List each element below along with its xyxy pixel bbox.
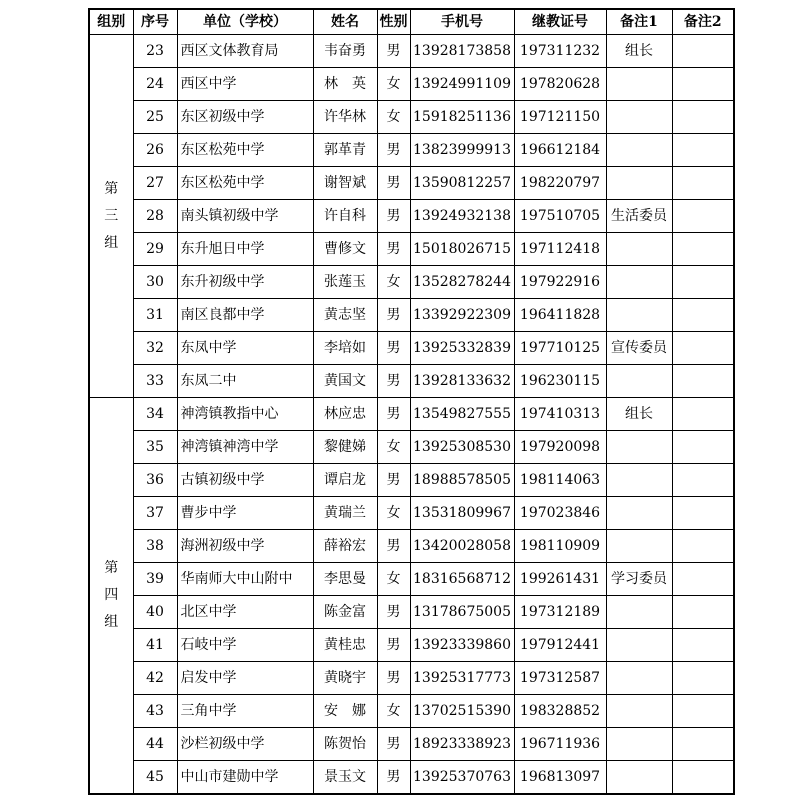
cell-gender: 男: [377, 35, 410, 68]
cell-note1: [606, 68, 672, 101]
col-header-group: 组别: [89, 9, 133, 35]
cell-serial: 28: [133, 200, 177, 233]
cell-gender: 男: [377, 530, 410, 563]
table-row: [89, 299, 734, 332]
cell-gender: 男: [377, 365, 410, 398]
cell-serial: 43: [133, 695, 177, 728]
cell-unit: 海洲初级中学: [177, 530, 313, 563]
cell-gender: 女: [377, 497, 410, 530]
cell-note2: [672, 464, 734, 497]
cell-unit: 东区松苑中学: [177, 134, 313, 167]
cell-note2: [672, 431, 734, 464]
cell-gender: 男: [377, 728, 410, 761]
cell-cert: 198110909: [514, 530, 606, 563]
cell-name: 陈金富: [313, 596, 377, 629]
cell-note1: [606, 629, 672, 662]
cell-cert: 197023846: [514, 497, 606, 530]
cell-cert: 197710125: [514, 332, 606, 365]
cell-note1: [606, 464, 672, 497]
cell-phone: 13420028058: [410, 530, 514, 563]
table-row: [89, 761, 734, 795]
cell-cert: 197312587: [514, 662, 606, 695]
cell-phone: 13823999913: [410, 134, 514, 167]
cell-serial: 33: [133, 365, 177, 398]
cell-note2: [672, 134, 734, 167]
cell-cert: 197920098: [514, 431, 606, 464]
cell-name: 张莲玉: [313, 266, 377, 299]
cell-serial: 30: [133, 266, 177, 299]
cell-unit: 东区松苑中学: [177, 167, 313, 200]
cell-serial: 25: [133, 101, 177, 134]
col-header-unit: 单位（学校）: [177, 9, 313, 35]
cell-phone: 13528278244: [410, 266, 514, 299]
table-row: [89, 167, 734, 200]
cell-unit: 南头镇初级中学: [177, 200, 313, 233]
cell-note1: 生活委员: [606, 200, 672, 233]
cell-gender: 男: [377, 134, 410, 167]
cell-note2: [672, 68, 734, 101]
cell-note1: [606, 365, 672, 398]
cell-phone: 13928133632: [410, 365, 514, 398]
cell-phone: 13392922309: [410, 299, 514, 332]
cell-name: 林应忠: [313, 398, 377, 431]
cell-cert: 197912441: [514, 629, 606, 662]
table-row: [89, 629, 734, 662]
cell-note2: [672, 728, 734, 761]
cell-unit: 南区良都中学: [177, 299, 313, 332]
cell-cert: 196813097: [514, 761, 606, 795]
cell-unit: 石岐中学: [177, 629, 313, 662]
table-row: [89, 464, 734, 497]
cell-note2: [672, 398, 734, 431]
roster-table: [88, 8, 735, 795]
cell-phone: 13924991109: [410, 68, 514, 101]
cell-gender: 男: [377, 464, 410, 497]
cell-gender: 女: [377, 101, 410, 134]
cell-cert: 196612184: [514, 134, 606, 167]
cell-serial: 36: [133, 464, 177, 497]
cell-serial: 29: [133, 233, 177, 266]
cell-unit: 启发中学: [177, 662, 313, 695]
col-header-note1: 备注1: [606, 9, 672, 35]
cell-gender: 男: [377, 332, 410, 365]
cell-unit: 东凤中学: [177, 332, 313, 365]
cell-unit: 三角中学: [177, 695, 313, 728]
cell-cert: 198114063: [514, 464, 606, 497]
group-label-text: 第四组: [104, 560, 119, 630]
cell-serial: 26: [133, 134, 177, 167]
cell-note1: 组长: [606, 398, 672, 431]
cell-note2: [672, 563, 734, 596]
cell-cert: 197820628: [514, 68, 606, 101]
cell-gender: 男: [377, 233, 410, 266]
cell-unit: 西区中学: [177, 68, 313, 101]
cell-unit: 中山市建勋中学: [177, 761, 313, 795]
table-row: [89, 431, 734, 464]
cell-gender: 男: [377, 662, 410, 695]
cell-note1: 组长: [606, 35, 672, 68]
col-header-gender: 性别: [377, 9, 410, 35]
table-row: [89, 398, 734, 431]
cell-serial: 42: [133, 662, 177, 695]
cell-unit: 北区中学: [177, 596, 313, 629]
cell-phone: 13928173858: [410, 35, 514, 68]
col-header-name: 姓名: [313, 9, 377, 35]
table-row: [89, 596, 734, 629]
group-label: [89, 398, 133, 795]
cell-note2: [672, 332, 734, 365]
cell-phone: 13925317773: [410, 662, 514, 695]
cell-note2: [672, 365, 734, 398]
cell-name: 李培如: [313, 332, 377, 365]
cell-serial: 24: [133, 68, 177, 101]
table-row: [89, 332, 734, 365]
cell-note1: [606, 530, 672, 563]
cell-unit: 东升初级中学: [177, 266, 313, 299]
cell-cert: 197311232: [514, 35, 606, 68]
cell-unit: 华南师大中山附中: [177, 563, 313, 596]
cell-name: 景玉文: [313, 761, 377, 795]
cell-serial: 37: [133, 497, 177, 530]
cell-serial: 31: [133, 299, 177, 332]
cell-cert: 197510705: [514, 200, 606, 233]
cell-unit: 古镇初级中学: [177, 464, 313, 497]
cell-note2: [672, 167, 734, 200]
cell-name: 谭启龙: [313, 464, 377, 497]
col-header-phone: 手机号: [410, 9, 514, 35]
cell-gender: 女: [377, 431, 410, 464]
cell-note1: [606, 662, 672, 695]
cell-note1: [606, 695, 672, 728]
cell-note2: [672, 497, 734, 530]
cell-note1: [606, 299, 672, 332]
cell-phone: 18316568712: [410, 563, 514, 596]
cell-unit: 神湾镇神湾中学: [177, 431, 313, 464]
cell-serial: 40: [133, 596, 177, 629]
cell-cert: 196411828: [514, 299, 606, 332]
cell-note2: [672, 101, 734, 134]
table-row: [89, 134, 734, 167]
cell-serial: 38: [133, 530, 177, 563]
cell-cert: 196230115: [514, 365, 606, 398]
cell-phone: 13925370763: [410, 761, 514, 795]
table-row: [89, 695, 734, 728]
cell-unit: 曹步中学: [177, 497, 313, 530]
cell-gender: 女: [377, 68, 410, 101]
group-label: [89, 35, 133, 398]
cell-note1: [606, 431, 672, 464]
table-row: [89, 35, 734, 68]
cell-cert: 197112418: [514, 233, 606, 266]
cell-gender: 男: [377, 596, 410, 629]
cell-gender: 男: [377, 398, 410, 431]
cell-unit: 东升旭日中学: [177, 233, 313, 266]
table-row: [89, 68, 734, 101]
cell-phone: 13924932138: [410, 200, 514, 233]
cell-note2: [672, 629, 734, 662]
cell-gender: 女: [377, 563, 410, 596]
cell-name: 安 娜: [313, 695, 377, 728]
cell-phone: 13925332839: [410, 332, 514, 365]
cell-cert: 199261431: [514, 563, 606, 596]
cell-cert: 196711936: [514, 728, 606, 761]
cell-phone: 13590812257: [410, 167, 514, 200]
cell-phone: 15918251136: [410, 101, 514, 134]
cell-unit: 沙栏初级中学: [177, 728, 313, 761]
cell-note1: [606, 728, 672, 761]
table-body: [89, 35, 734, 795]
table-row: [89, 728, 734, 761]
table-row: [89, 266, 734, 299]
cell-serial: 27: [133, 167, 177, 200]
table-row: [89, 563, 734, 596]
cell-name: 黄晓宇: [313, 662, 377, 695]
cell-serial: 45: [133, 761, 177, 795]
cell-gender: 女: [377, 695, 410, 728]
cell-gender: 男: [377, 200, 410, 233]
table-row: [89, 662, 734, 695]
cell-cert: 197312189: [514, 596, 606, 629]
cell-phone: 18988578505: [410, 464, 514, 497]
cell-cert: 198328852: [514, 695, 606, 728]
col-header-cert: 继教证号: [514, 9, 606, 35]
cell-gender: 男: [377, 629, 410, 662]
cell-serial: 41: [133, 629, 177, 662]
cell-phone: 18923338923: [410, 728, 514, 761]
cell-note1: 宣传委员: [606, 332, 672, 365]
cell-note2: [672, 266, 734, 299]
cell-name: 许自科: [313, 200, 377, 233]
cell-name: 谢智斌: [313, 167, 377, 200]
cell-unit: 东区初级中学: [177, 101, 313, 134]
cell-note1: [606, 497, 672, 530]
cell-name: 韦奋勇: [313, 35, 377, 68]
cell-note1: [606, 233, 672, 266]
col-header-note2: 备注2: [672, 9, 734, 35]
cell-note1: [606, 167, 672, 200]
cell-gender: 男: [377, 761, 410, 795]
cell-name: 黎健娣: [313, 431, 377, 464]
header-row: [89, 9, 734, 35]
cell-note1: [606, 134, 672, 167]
cell-cert: 197410313: [514, 398, 606, 431]
cell-name: 曹修文: [313, 233, 377, 266]
col-header-serial: 序号: [133, 9, 177, 35]
cell-note1: [606, 266, 672, 299]
cell-cert: 197922916: [514, 266, 606, 299]
cell-phone: 13549827555: [410, 398, 514, 431]
cell-name: 郭革青: [313, 134, 377, 167]
cell-phone: 13178675005: [410, 596, 514, 629]
cell-name: 黄瑞兰: [313, 497, 377, 530]
cell-gender: 女: [377, 266, 410, 299]
cell-note2: [672, 35, 734, 68]
cell-phone: 15018026715: [410, 233, 514, 266]
cell-note2: [672, 530, 734, 563]
table-row: [89, 497, 734, 530]
cell-cert: 198220797: [514, 167, 606, 200]
cell-note2: [672, 596, 734, 629]
table-row: [89, 530, 734, 563]
cell-note2: [672, 299, 734, 332]
cell-note2: [672, 200, 734, 233]
cell-serial: 39: [133, 563, 177, 596]
cell-note2: [672, 662, 734, 695]
cell-phone: 13923339860: [410, 629, 514, 662]
cell-name: 林 英: [313, 68, 377, 101]
cell-phone: 13702515390: [410, 695, 514, 728]
cell-note1: [606, 596, 672, 629]
cell-serial: 23: [133, 35, 177, 68]
cell-serial: 34: [133, 398, 177, 431]
table-row: [89, 200, 734, 233]
cell-unit: 西区文体教育局: [177, 35, 313, 68]
table-row: [89, 101, 734, 134]
cell-note2: [672, 233, 734, 266]
cell-cert: 197121150: [514, 101, 606, 134]
cell-serial: 44: [133, 728, 177, 761]
cell-phone: 13531809967: [410, 497, 514, 530]
cell-serial: 32: [133, 332, 177, 365]
cell-note2: [672, 761, 734, 795]
group-label-text: 第三组: [104, 180, 119, 251]
cell-unit: 神湾镇教指中心: [177, 398, 313, 431]
cell-name: 陈贺怡: [313, 728, 377, 761]
cell-name: 黄志坚: [313, 299, 377, 332]
cell-name: 黄桂忠: [313, 629, 377, 662]
table-row: [89, 365, 734, 398]
cell-name: 薛裕宏: [313, 530, 377, 563]
cell-note2: [672, 695, 734, 728]
cell-name: 黄国文: [313, 365, 377, 398]
cell-note1: 学习委员: [606, 563, 672, 596]
cell-note1: [606, 101, 672, 134]
cell-phone: 13925308530: [410, 431, 514, 464]
cell-note1: [606, 761, 672, 795]
table-row: [89, 233, 734, 266]
cell-gender: 男: [377, 299, 410, 332]
cell-gender: 男: [377, 167, 410, 200]
cell-serial: 35: [133, 431, 177, 464]
cell-unit: 东凤二中: [177, 365, 313, 398]
cell-name: 许华林: [313, 101, 377, 134]
cell-name: 李思曼: [313, 563, 377, 596]
